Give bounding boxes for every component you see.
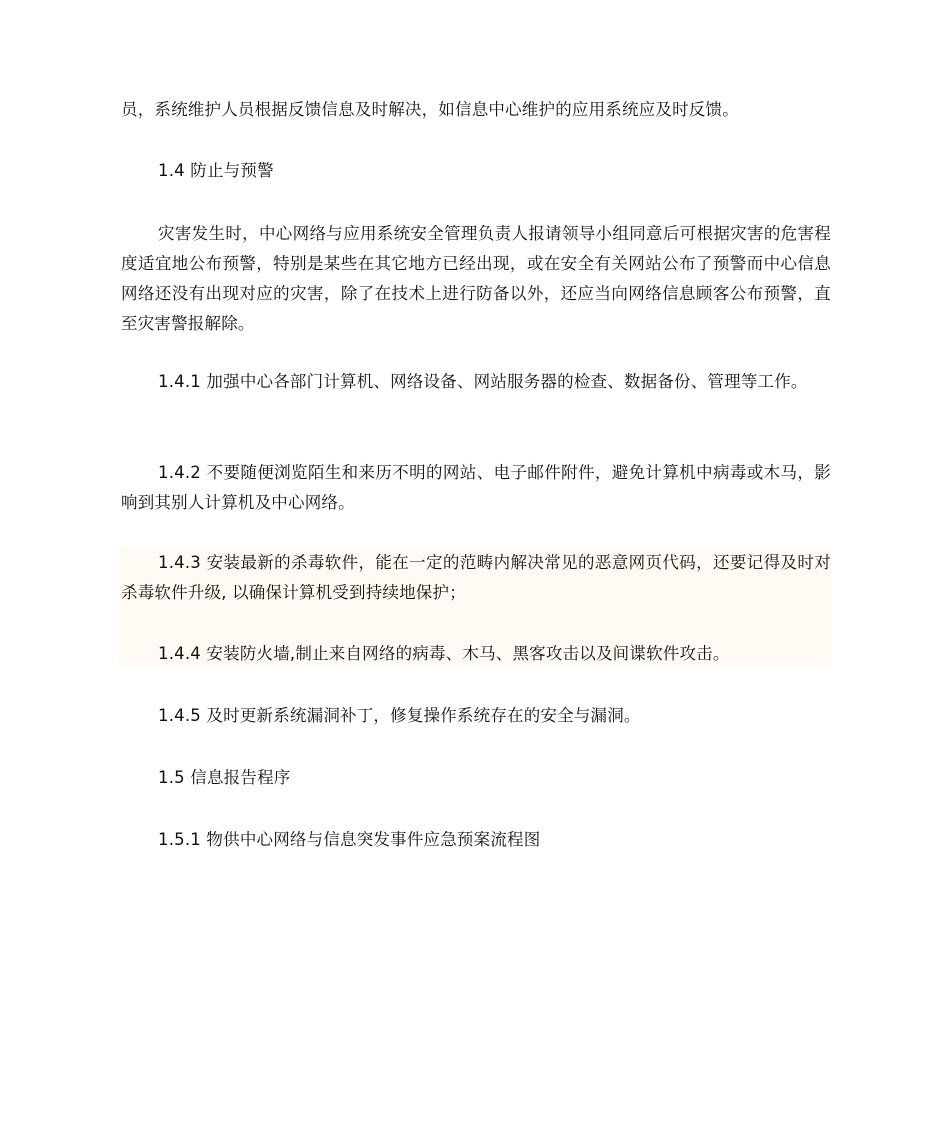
- paragraph-disaster-warning: 灾害发生时，中心网络与应用系统安全管理负责人报请领导小组同意后可根据灾害的危害程度适宜地公布预警，特别是某些在其它地方已经出现，或在安全有关网站公布了预警而中心信息网络还没有出现对应的灾害，除了在技术上进行防备以外，还应当向网络信息顾客公布预警，直至灾害警报解除。: [121, 224, 831, 333]
- section-heading-1-5: 1.5 信息报告程序: [158, 768, 291, 787]
- section-heading-1-4: 1.4 防止与预警: [158, 161, 274, 180]
- item-1-4-4: 1.4.4 安装防火墙,制止来自网络的病毒、木马、黑客攻击以及间谍软件攻击。: [158, 644, 730, 663]
- item-1-4-3: 1.4.3 安装最新的杀毒软件，能在一定的范畴内解决常见的恶意网页代码，还要记得及时对杀毒软件升级, 以确保计算机受到持续地保护；: [121, 553, 831, 602]
- item-1-4-2: 1.4.2 不要随便浏览陌生和来历不明的网站、电子邮件附件，避免计算机中病毒或木马，影响到其别人计算机及中心网络。: [121, 463, 831, 512]
- item-1-5-1: 1.5.1 物供中心网络与信息突发事件应急预案流程图: [158, 830, 541, 849]
- item-1-4-1: 1.4.1 加强中心各部门计算机、网络设备、网站服务器的检查、数据备份、管理等工作。: [158, 372, 808, 391]
- paragraph-continuation: 员，系统维护人员根据反馈信息及时解决，如信息中心维护的应用系统应及时反馈。: [121, 100, 739, 119]
- item-1-4-5: 1.4.5 及时更新系统漏洞补丁，修复操作系统存在的安全与漏洞。: [158, 706, 641, 725]
